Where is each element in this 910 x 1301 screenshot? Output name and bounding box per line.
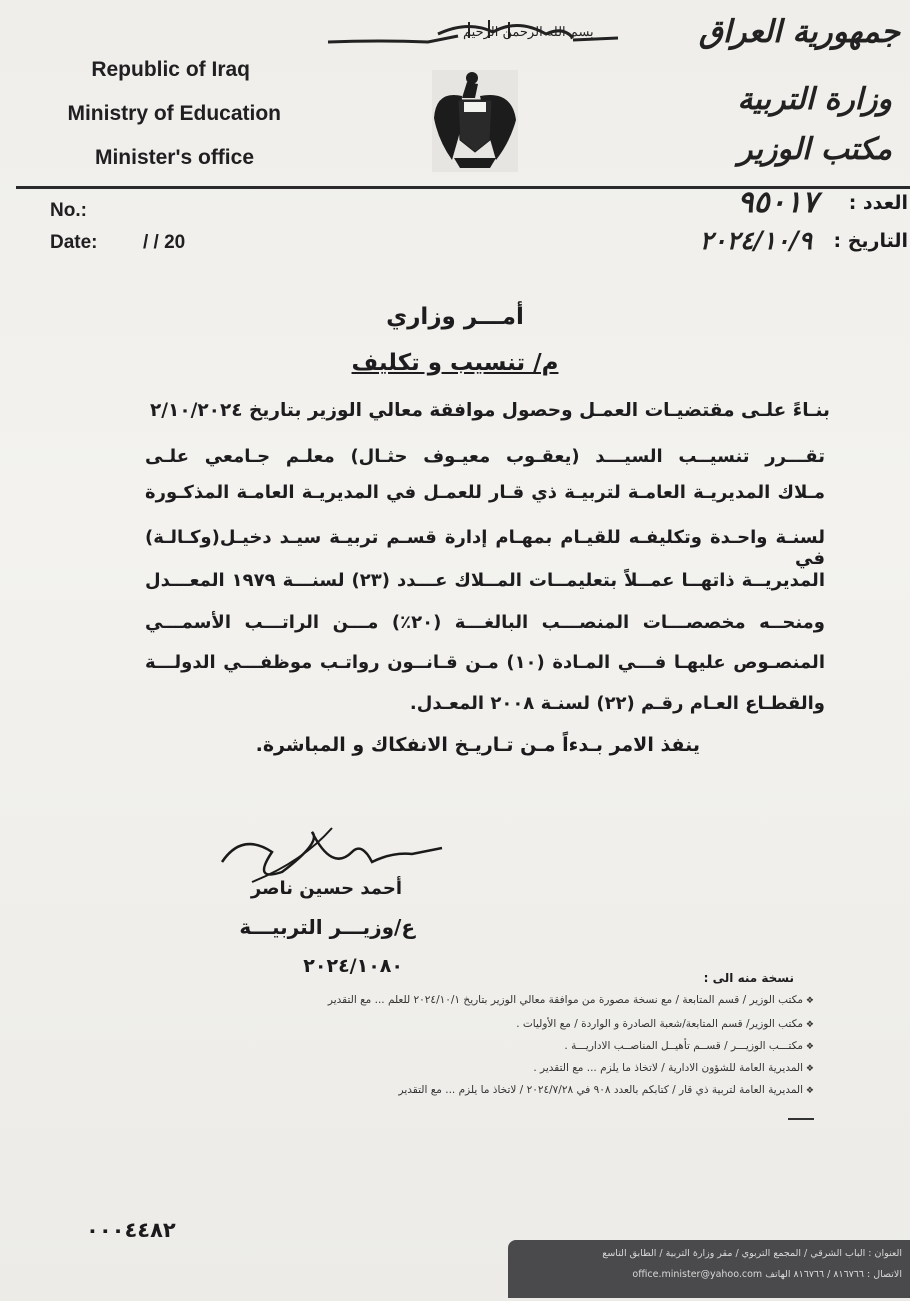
copy-recipient: ❖ مكتب الوزير / قسم المتابعة / مع نسخة مصورة من موافقة معالي الوزير بتاريخ ٢٠٢٤/١٠/١ للعلم ... مع التقدير xyxy=(328,994,814,1006)
serial-number: ٠٠٠٤٤٨٢ xyxy=(86,1218,176,1242)
date-blank: / / 20 xyxy=(143,232,186,253)
signatory-name: أحمد حسين ناصر xyxy=(250,878,402,899)
order-title: أمـــر وزاري xyxy=(386,304,524,330)
copies-heading: نسخة منه الى : xyxy=(703,971,794,985)
iraq-eagle-emblem-icon xyxy=(432,70,518,172)
arabic-republic-label: جمهورية العراق xyxy=(698,14,900,50)
arabic-no-label: العدد : xyxy=(848,192,908,214)
arabic-office-label: مكتب الوزير xyxy=(738,132,892,167)
copies-end-line xyxy=(788,1118,814,1120)
arabic-date-value: ٢٠٢٤/١٠/٩ xyxy=(699,226,812,255)
svg-text:بسم الله الرحمن الرحيم: بسم الله الرحمن الرحيم xyxy=(463,25,594,40)
no-label: No.: xyxy=(50,200,87,221)
order-body-line: ومنحــه مخصصـــات المنصـــب البالغـــة (٢٠٪) مـــن الراتـــب الأسمـــي xyxy=(145,612,825,633)
copy-recipient: ❖ مكتـــب الوزيـــر / قســم تأهيــل المناصــب الاداريـــة . xyxy=(564,1040,814,1052)
office-label: Minister's office xyxy=(94,146,254,169)
footer-contact: الاتصال : ٨١٦٧٦٦ / ٨١٦٧٦٦ الهاتف office.minister@yahoo.com xyxy=(632,1269,902,1280)
order-subject: م/ تنسيب و تكليف xyxy=(351,350,559,376)
order-effective: ينفذ الامر بـدءاً مـن تـاريـخ الانفكاك و المباشرة. xyxy=(255,734,700,756)
footer-band xyxy=(508,1240,910,1298)
copy-recipient: ❖ المديرية العامة لتربية ذي قار / كتابكم بالعدد ٩٠٨ في ٢٠٢٤/٧/٢٨ / لاتخاذ ما يلزم ... مع التقدير xyxy=(399,1084,814,1096)
order-body-line: والقطـاع العـام رقـم (٢٢) لسنـة ٢٠٠٨ المعـدل. xyxy=(409,693,825,714)
order-body-line: مـلاك المديريـة العامـة لتربيـة ذي قـار للعمـل في المديريـة العامـة المذكـورة xyxy=(145,482,825,503)
arabic-date-label: التاريخ : xyxy=(833,230,908,252)
order-body-line: المديريــة ذاتهــا عمــلاً بتعليمــات المــلاك عـــدد (٢٣) لسنـــة ١٩٧٩ المعـــدل xyxy=(145,570,825,591)
ministry-label: Ministry of Education xyxy=(67,102,281,125)
order-body-line: لسنـة واحـدة وتكليفـه للقيـام بمهـام إدارة قسـم تربيـة سيـد دخيـل(وكـالـة) في xyxy=(145,527,825,569)
order-body-line: تقـــرر تنسيــب السيـــد (يعقـوب معيـوف حثـال) معلـم جـامعي علـى xyxy=(145,446,825,467)
republic-label: Republic of Iraq xyxy=(91,58,250,81)
copy-recipient: ❖ المديرية العامة للشؤون الادارية / لاتخاذ ما يلزم ... مع التقدير . xyxy=(533,1062,814,1074)
signature-reference: ٢٠٢٤/١٠٨٠ xyxy=(303,955,403,977)
signatory-title: ع/وزيـــر التربيـــة xyxy=(239,915,415,939)
copy-recipient: ❖ مكتب الوزير/ قسم المتابعة/شعبة الصادرة و الواردة / مع الأوليات . xyxy=(516,1018,814,1030)
basmala-calligraphy xyxy=(318,12,628,62)
date-label: Date: xyxy=(50,232,98,253)
order-body-line: المنصـوص عليهـا فـــي المـادة (١٠) مـن قـانــون رواتـب موظفـــي الدولـــة xyxy=(145,652,825,673)
arabic-no-value: ٩٥٠١٧ xyxy=(737,185,818,220)
arabic-ministry-label: وزارة التربية xyxy=(737,82,892,117)
footer-address: العنوان : الباب الشرقي / المجمع التربوي / مقر وزارة التربية / الطابق التاسع xyxy=(602,1248,902,1259)
order-intro: بنـاءً علـى مقتضيـات العمـل وحصول موافقة معالي الوزير بتاريخ ٢/١٠/٢٠٢٤ xyxy=(150,400,830,421)
